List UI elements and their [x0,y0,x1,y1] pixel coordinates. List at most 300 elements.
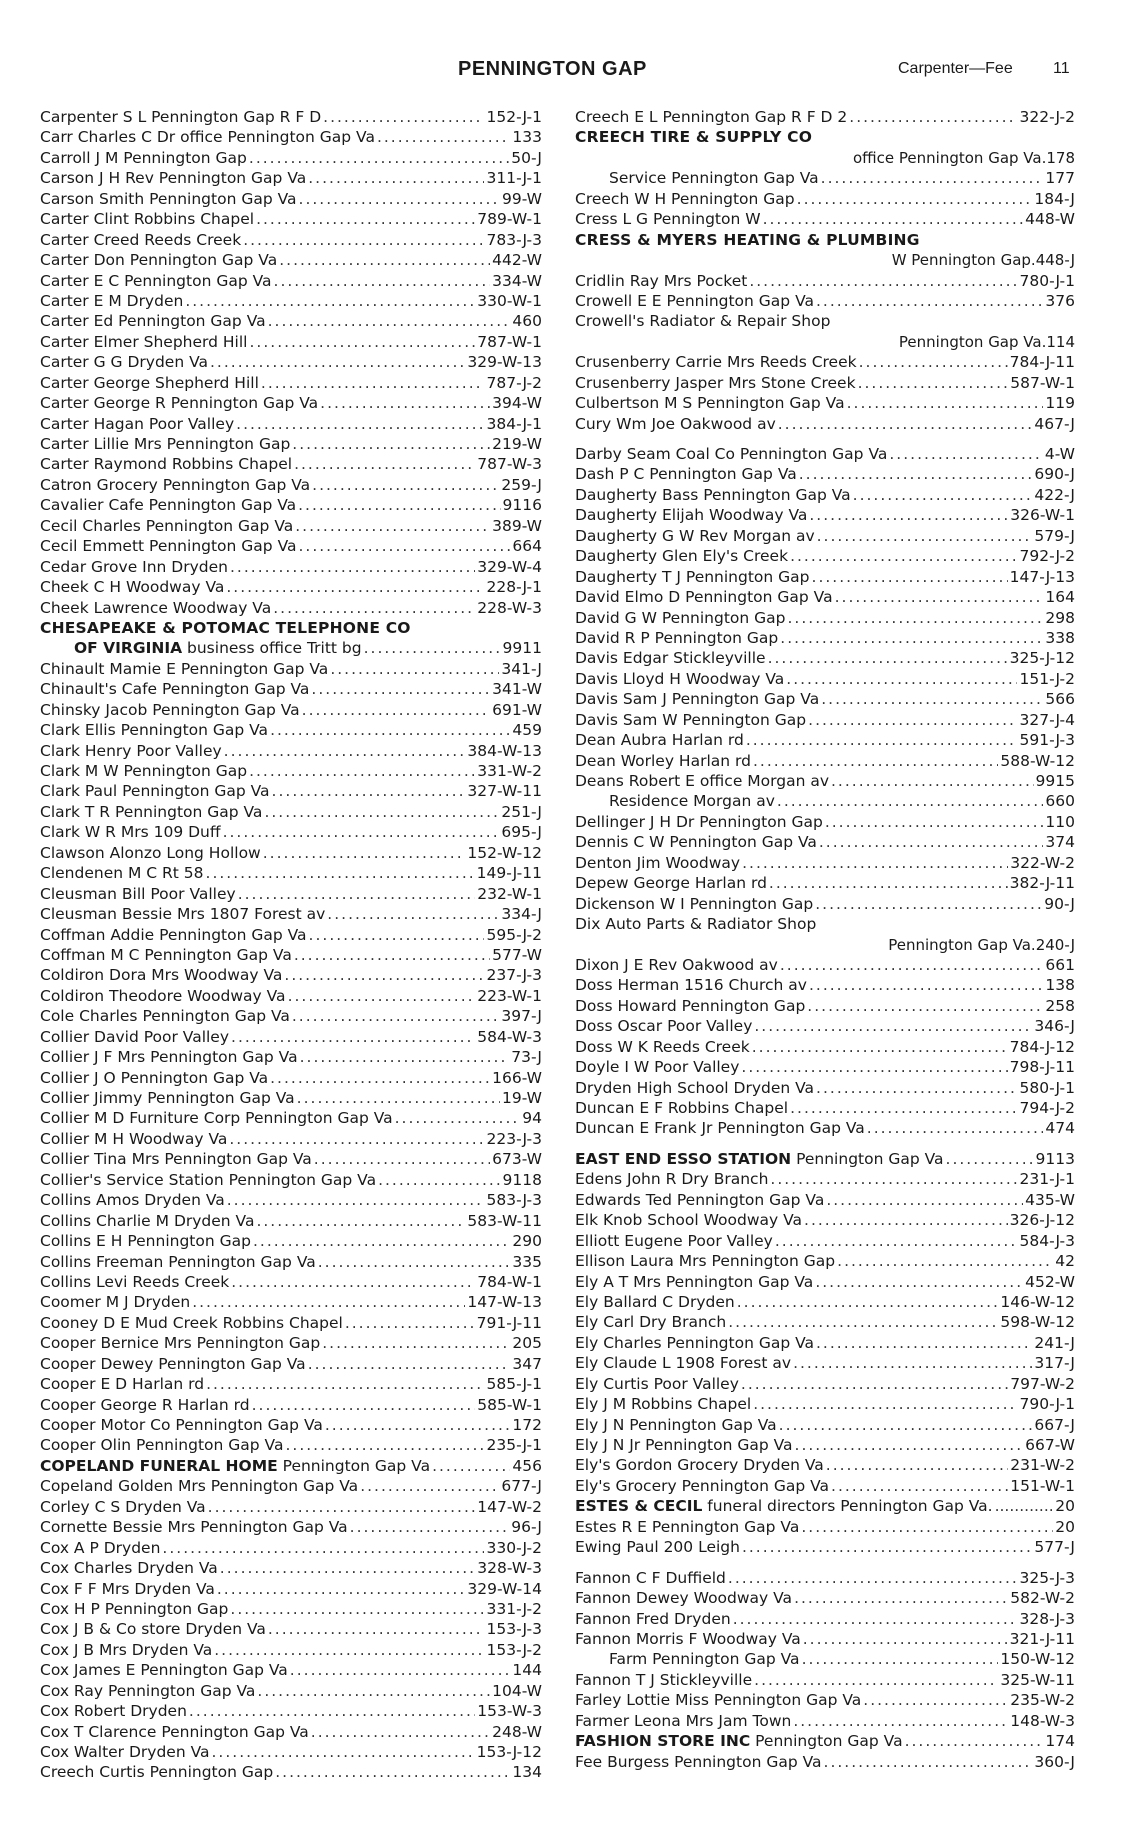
listing-row [575,1353,1075,1373]
listing-name: OF VIRGINIA business office Tritt bg [74,639,362,658]
listing-name: Doss Oscar Poor Valley [575,1017,753,1036]
listing-number: 326-J-12 [1009,1211,1075,1230]
listing-name: Carr Charles C Dr office Pennington Gap Va [40,128,375,147]
listing-number: 330-J-2 [486,1538,542,1557]
listing-row [575,1078,1075,1098]
leader-dots [377,127,510,147]
listing-name: Chinault's Cafe Pennington Gap Va [40,680,310,699]
listing-row [575,1711,1075,1731]
listing-row [40,1701,542,1721]
listing-number: 797-W-2 [1010,1374,1075,1393]
leader-dots [264,802,499,822]
listing-heading: CRESS & MYERS HEATING & PLUMBING [575,230,920,249]
listing-number: 456 [512,1456,542,1475]
listing-name: Ely's Gordon Grocery Dryden Va [575,1456,824,1475]
listing-name: Cecil Emmett Pennington Gap Va [40,537,297,556]
listing-number: 149-J-11 [476,864,542,883]
listing-number: 667-J [1034,1415,1075,1434]
listing-number: 153-J-3 [486,1620,542,1639]
leader-dots [314,1149,490,1169]
listing-row [575,1210,1075,1230]
listing-row [40,1681,542,1701]
listing-name: Residence Morgan av [609,792,775,811]
listing-number: 94 [522,1109,542,1128]
listing-row [575,373,1075,393]
listing-number: 328-J-3 [1019,1609,1075,1628]
listing-number: 691-W [492,700,542,719]
listing-number: 4-W [1044,445,1075,463]
leader-dots [807,996,1043,1016]
listing-number: 325-W-11 [1000,1670,1075,1689]
leader-dots [364,638,501,658]
leader-dots [780,955,1044,975]
listing-name: Fannon Morris F Woodway Va [575,1629,801,1648]
listing-number: 166-W [492,1068,542,1087]
listing-name: COPELAND FUNERAL HOME Pennington Gap Va [40,1456,431,1475]
listing-row [40,393,542,413]
listing-row [40,1476,542,1496]
listing-number: 205 [512,1334,542,1353]
listing-number: 330-W-1 [477,291,542,310]
listing-row [575,1537,1075,1557]
listing-name: Cecil Charles Pennington Gap Va [40,516,294,535]
listing-name: Collins Amos Dryden Va [40,1191,225,1210]
listing-number: 442-W [492,251,542,270]
listing-number: 138 [1045,976,1075,995]
listing-name: Carter Raymond Robbins Chapel [40,455,293,474]
leader-dots [325,1415,511,1435]
leader-dots [189,1701,475,1721]
leader-dots [817,526,1033,546]
listing-name: Edwards Ted Pennington Gap Va [575,1190,825,1209]
listing-number: 580-J-1 [1019,1078,1075,1097]
leader-dots [815,1272,1023,1292]
leader-dots [378,1170,500,1190]
listing-number: 331-J-2 [486,1599,542,1618]
listing-row [40,1047,542,1067]
listing-row [575,894,1075,914]
listing-row [575,1690,1075,1710]
listing-row [575,505,1075,525]
listing-name: David Elmo D Pennington Gap Va [575,588,833,607]
listing-name: Cooper Dewey Pennington Gap Va [40,1354,306,1373]
listing-number: 584-J-3 [1019,1231,1075,1250]
listing-name: Fee Burgess Pennington Gap Va [575,1752,822,1771]
listing-name: Cress L G Pennington W [575,210,761,229]
listing-name: Cox A P Dryden [40,1538,161,1557]
listing-number: 248-W [492,1722,542,1741]
leader-dots [795,1435,1024,1455]
leader-dots [297,1088,500,1108]
listing-row [40,148,542,168]
listing-name: Ely A T Mrs Pennington Gap Va [575,1272,814,1291]
leader-dots [295,516,490,536]
leader-dots [311,1722,490,1742]
leader-dots [793,1353,1032,1373]
leader-dots [847,393,1044,413]
left-column [40,107,542,1783]
listing-row [575,996,1075,1016]
listing-row [575,311,1075,331]
listing-name: Ely Charles Pennington Gap Va [575,1333,814,1352]
leader-dots [816,1078,1017,1098]
listing-number: 664 [512,537,542,556]
listing-number: 588-W-12 [1000,751,1075,770]
leader-dots [801,1517,1053,1537]
listing-row [40,741,542,761]
listing-number: 9113 [1035,1149,1075,1168]
leader-dots [733,1609,1018,1629]
listing-name: Cleusman Bill Poor Valley [40,884,236,903]
leader-dots [432,1456,510,1476]
leader-dots [905,1731,1044,1751]
listing-number: 150-W-12 [1000,1650,1075,1669]
leader-dots [835,587,1044,607]
listing-number: 9116 [502,496,542,515]
listing-address: office Pennington Gap Va. [852,148,1047,167]
listing-name: Fannon T J Stickleyville [575,1670,753,1689]
listing-name: Coomer M J Dryden [40,1293,191,1312]
leader-dots [268,1619,485,1639]
listing-row [40,1456,542,1476]
listing-number: 583-J-3 [486,1191,542,1210]
leader-dots [330,659,499,679]
listing-name: Cornette Bessie Mrs Pennington Gap Va [40,1518,348,1537]
listing-address: Pennington Gap Va. [888,935,1036,954]
leader-dots [815,894,1042,914]
listing-name: Cheek C H Woodway Va [40,578,225,597]
listing-name: EAST END ESSO STATION Pennington Gap Va [575,1149,944,1168]
listing-row [40,107,542,127]
listing-row [575,730,1075,750]
leader-dots [272,781,466,801]
leader-dots [737,1292,999,1312]
leader-dots [825,812,1044,832]
listing-number: 258 [1045,996,1075,1015]
leader-dots [858,373,1009,393]
listing-row [40,1395,542,1415]
listing-row [40,1108,542,1128]
leader-dots [294,945,490,965]
listing-number: 148-W-3 [1010,1711,1075,1730]
listing-number: 153-J-2 [486,1640,542,1659]
leader-dots [741,1057,1007,1077]
listing-name: Farmer Leona Mrs Jam Town [575,1711,792,1730]
listing-name: Davis Lloyd H Woodway Va [575,669,785,688]
listing-row [575,414,1075,434]
listing-name: Creech W H Pennington Gap [575,189,795,208]
listing-name: Daugherty Bass Pennington Gap Va [575,485,851,504]
listing-number: 374 [1045,833,1075,852]
listing-number: 223-J-3 [486,1129,542,1148]
leader-dots [249,148,509,168]
listing-number: 144 [512,1661,542,1680]
leader-dots [797,189,1033,209]
listing-row [40,1640,542,1660]
listing-number: 587-W-1 [1010,373,1075,392]
listing-name: Carson J H Rev Pennington Gap Va [40,169,307,188]
listing-number: 474 [1045,1119,1075,1138]
listing-number: 9118 [502,1170,542,1189]
listing-name: Service Pennington Gap Va [609,169,819,188]
listing-number: 328-W-3 [477,1559,542,1578]
listing-name: Copeland Golden Mrs Pennington Gap Va [40,1477,359,1496]
listing-row [40,1252,542,1272]
listing-row [40,1272,542,1292]
leader-dots [816,1333,1032,1353]
leader-dots [777,791,1044,811]
listing-name: Dellinger J H Dr Pennington Gap [575,812,823,831]
leader-dots [231,1272,475,1292]
listing-number: 787-W-3 [477,455,542,474]
listing-number: 341-J [501,659,542,678]
leader-dots [889,444,1042,464]
listing-row [40,516,542,536]
listing-name: Duncan E Frank Jr Pennington Gap Va [575,1119,865,1138]
listing-row [40,1313,542,1333]
listing-name: Clark Henry Poor Valley [40,741,222,760]
listing-name: Carson Smith Pennington Gap Va [40,189,297,208]
listing-row [40,332,542,352]
leader-dots [249,761,475,781]
listing-name: Daugherty Glen Ely's Creek [575,547,789,566]
leader-dots [299,189,500,209]
leader-dots [803,1629,1008,1649]
listing-number: 661 [1045,955,1075,974]
leader-dots [775,1231,1018,1251]
listing-name: Cooper Motor Co Pennington Gap Va [40,1416,323,1434]
listing-row [40,454,542,474]
listing-number: 422-J [1034,485,1075,504]
leader-dots [327,904,499,924]
leader-dots [249,332,475,352]
listing-row [40,761,542,781]
listing-number: 448-J [1035,251,1075,270]
listing-number: 579-J [1034,526,1075,545]
leader-dots [261,373,485,393]
listing-name: Farm Pennington Gap Va [609,1650,800,1669]
listing-number: 50-J [511,148,542,167]
listing-number: 452-W [1025,1272,1075,1291]
listing-number: 322-J-2 [1019,108,1075,126]
leader-dots [231,1027,475,1047]
listing-row [40,1068,542,1088]
listing-name: Ely Carl Dry Branch [575,1313,727,1332]
listing-name: Clark T R Pennington Gap Va [40,802,263,821]
listing-name: Dix Auto Parts & Radiator Shop [575,915,817,934]
leader-dots [812,567,1008,587]
leader-dots [220,1558,476,1578]
leader-dots [238,884,476,904]
leader-dots [206,1374,484,1394]
listing-number: 677-J [501,1477,542,1496]
listing-row [40,1190,542,1210]
listing-name: Crusenberry Jasper Mrs Stone Creek [575,373,856,392]
listing-name: ESTES & CECIL funeral directors Pennington Gap Va. [575,1497,993,1516]
listing-name: Catron Grocery Pennington Gap Va [40,475,311,494]
leader-dots [746,730,1018,750]
listing-row [575,1190,1075,1210]
listing-name: Cheek Lawrence Woodway Va [40,598,272,617]
listing-name: Cox F F Mrs Dryden Va [40,1579,215,1598]
listing-row [40,843,542,863]
listing-row [40,925,542,945]
listing-row [40,1170,542,1190]
leader-dots [802,1649,999,1669]
leader-dots [849,107,1017,127]
listing-row [575,332,1075,352]
listing-number: 241-J [1034,1333,1075,1352]
listing-number: 147-J-13 [1009,567,1075,586]
listing-name: Carpenter S L Pennington Gap R F D [40,108,322,126]
listing-number: 331-W-2 [477,762,542,780]
listing-number: 448-W [1025,210,1075,229]
listing-name: Carter Elmer Shepherd Hill [40,332,248,351]
listing-row [575,1016,1075,1036]
listing-name: Cox James E Pennington Gap Va [40,1661,288,1680]
listing-row [40,1231,542,1251]
listing-number: 251-J [501,802,542,821]
listing-number: 290 [512,1232,542,1251]
listing-number: 335 [512,1252,542,1271]
leader-dots [831,771,1034,791]
listing-row [575,168,1075,188]
listing-name: Clendenen M C Rt 58 [40,864,204,883]
listing-number: 384-W-13 [467,741,542,760]
listing-name: Cox J B & Co store Dryden Va [40,1620,266,1639]
listing-row [40,168,542,188]
leader-dots [853,485,1033,505]
leader-dots [826,1455,1009,1475]
listing-row [40,1006,542,1026]
listing-number: 566 [1045,690,1075,709]
listing-row [40,945,542,965]
listing-number: 110 [1045,812,1075,831]
listing-number: 690-J [1034,465,1075,484]
leader-dots [995,1496,1054,1516]
listing-number: 347 [512,1354,542,1373]
listing-name: Denton Jim Woodway [575,853,741,872]
leader-dots [395,1108,521,1128]
listing-number: 382-J-11 [1009,874,1075,893]
leader-dots [749,271,1017,291]
listing-name: Cooper George R Harlan rd [40,1395,250,1414]
listing-name: Darby Seam Coal Co Pennington Gap Va [575,445,888,463]
listing-row [40,904,542,924]
listing-name: Doss Howard Pennington Gap [575,996,806,1015]
listing-row [575,1098,1075,1118]
listing-number: 341-W [492,680,542,699]
listing-row [575,608,1075,628]
leader-dots [790,546,1017,566]
page-range: Carpenter—Fee [898,60,1013,77]
leader-dots [253,1231,510,1251]
leader-dots [779,1415,1033,1435]
leader-dots [320,393,490,413]
listing-name: Clark Ellis Pennington Gap Va [40,721,269,740]
listing-row [40,1149,542,1169]
listing-row [575,1394,1075,1414]
listing-number: 327-J-4 [1019,710,1075,729]
leader-dots [753,751,998,771]
listing-row [575,291,1075,311]
listing-row [40,598,542,618]
listing-name: Carter Lillie Mrs Pennington Gap [40,435,291,453]
listing-name: Collier Tina Mrs Pennington Gap Va [40,1150,312,1169]
leader-dots [230,1599,484,1619]
listing-number: 585-J-1 [486,1375,542,1394]
listing-number: 90-J [1044,894,1075,913]
listing-number: 459 [512,721,542,740]
listing-name: Creech E L Pennington Gap R F D 2 [575,108,848,126]
listing-number: 228-W-3 [477,598,542,617]
leader-dots [763,209,1024,229]
leader-dots [290,1660,511,1680]
listing-number: 321-J-11 [1009,1629,1075,1648]
leader-dots [350,1517,510,1537]
listing-row [575,230,1075,250]
listing-row [575,669,1075,689]
listing-name: Carter E M Dryden [40,291,184,310]
listing-row [40,1742,542,1762]
listing-row [40,659,542,679]
listing-row [575,526,1075,546]
listing-row [575,587,1075,607]
listing-row [575,189,1075,209]
listing-row [575,1435,1075,1455]
listing-number: 134 [512,1763,542,1782]
leader-dots [837,1251,1053,1271]
leader-dots [298,495,500,515]
listing-number: 73-J [511,1048,542,1067]
listing-number: 327-W-11 [467,782,542,801]
listing-row [40,189,542,209]
listing-number: 780-J-1 [1019,271,1075,290]
listing-number: 231-W-2 [1010,1456,1075,1475]
listing-number: 660 [1045,792,1075,811]
listing-number: 151-W-1 [1010,1476,1075,1495]
listing-row [40,1088,542,1108]
listing-number: 9915 [1035,772,1075,790]
listing-row [575,1568,1075,1588]
listing-row [40,802,542,822]
listing-name: Creech Curtis Pennington Gap [40,1763,274,1782]
listing-number: 338 [1045,628,1075,647]
listing-name: Carter George R Pennington Gap Va [40,394,319,413]
listing-row [40,1497,542,1517]
listing-name: Clark Paul Pennington Gap Va [40,782,270,801]
listing-name: Davis Sam J Pennington Gap Va [575,690,820,709]
leader-dots [821,689,1043,709]
listing-row [575,975,1075,995]
listing-name: Crowell E E Pennington Gap Va [575,291,814,310]
listing-name: Dash P C Pennington Gap Va [575,465,797,484]
listing-name: Ely Claude L 1908 Forest av [575,1354,792,1373]
listing-name: Ely Curtis Poor Valley [575,1374,739,1393]
listing-number: 695-J [501,823,542,842]
listing-row [575,1272,1075,1292]
leader-dots [270,1068,490,1088]
listing-row [40,1027,542,1047]
listing-row [40,373,542,393]
listing-name: Clark M W Pennington Gap [40,762,248,780]
leader-dots [226,577,484,597]
listing-row [575,1057,1075,1077]
leader-dots [769,873,1008,893]
listing-row [575,1312,1075,1332]
leader-dots [808,710,1017,730]
leader-dots [275,1762,510,1782]
